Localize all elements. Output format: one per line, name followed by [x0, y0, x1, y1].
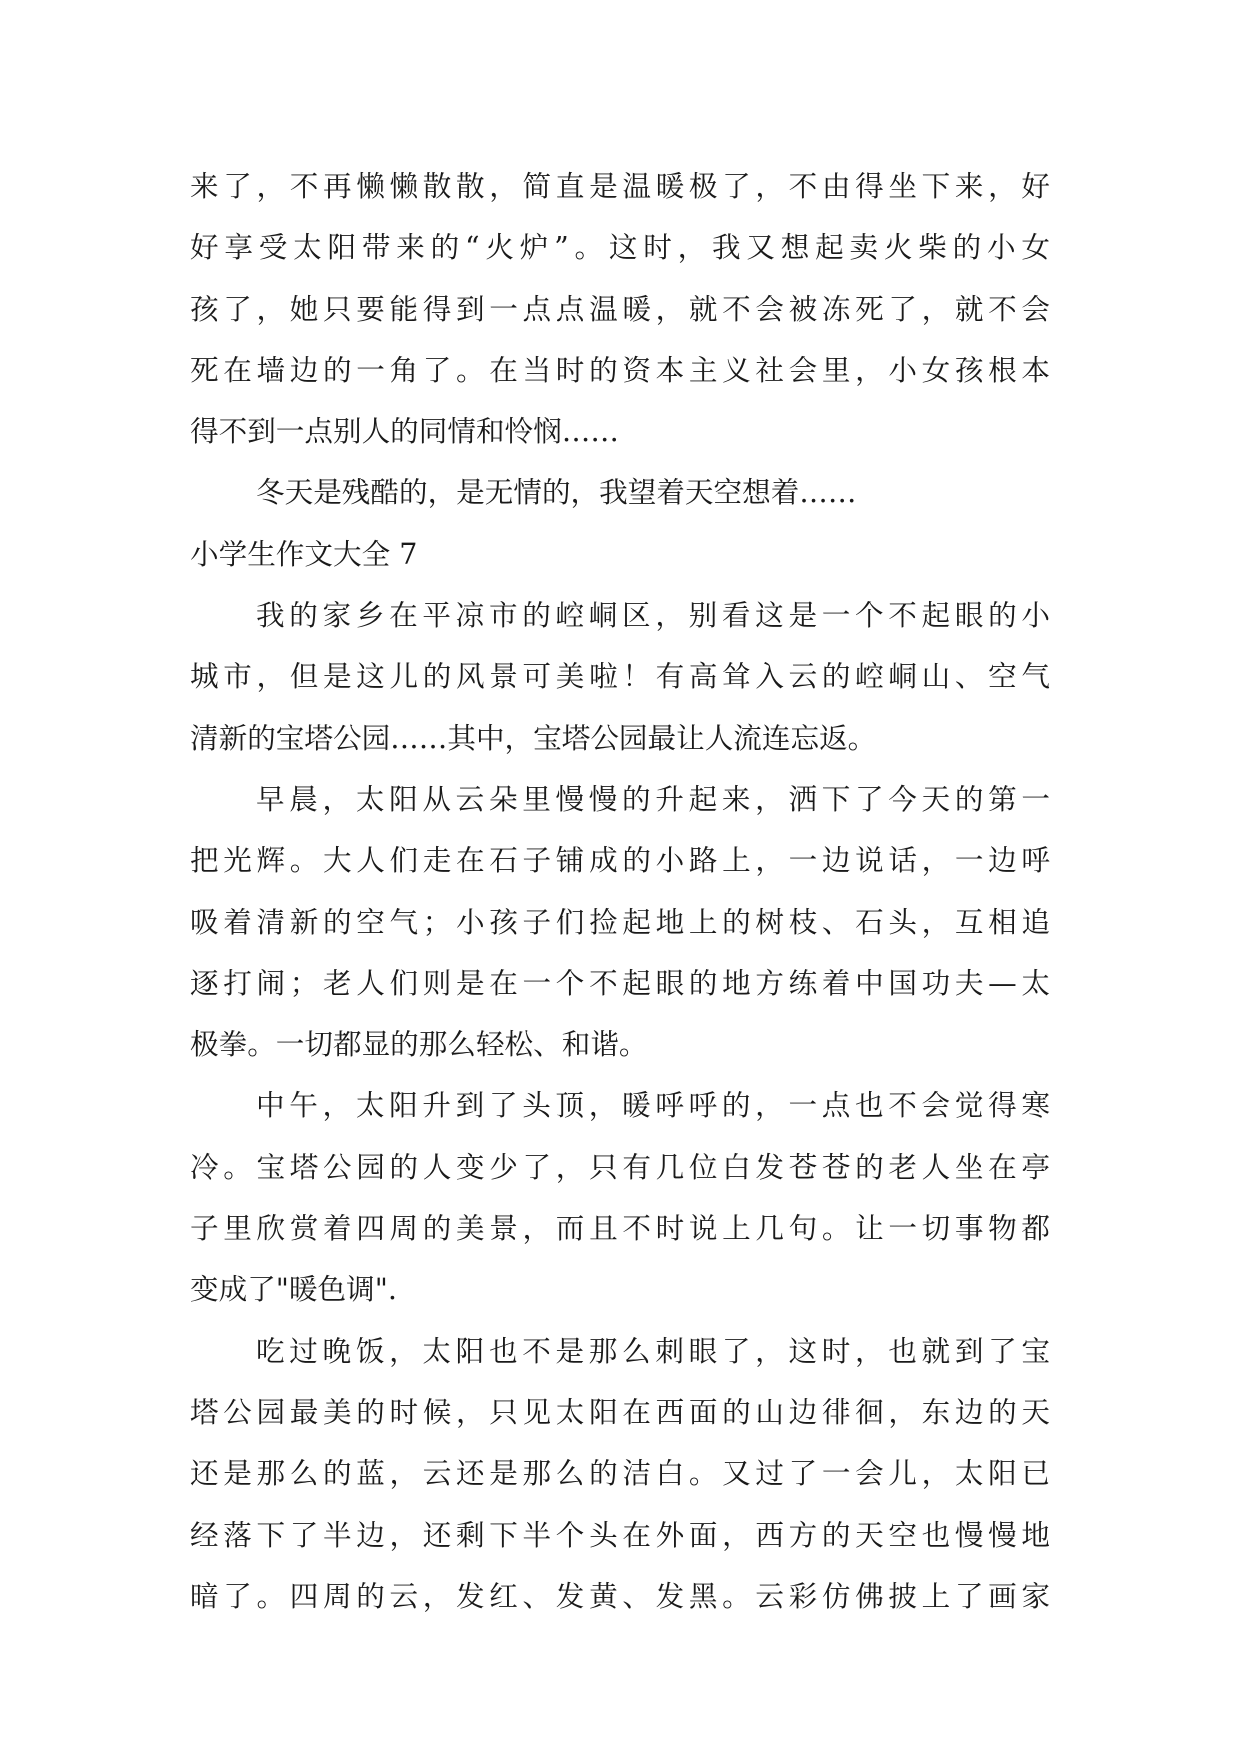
paragraph	[190, 156, 1050, 462]
paragraph	[190, 1321, 1050, 1627]
text-line: 清新的宝塔公园……其中，宝塔公园最让人流连忘返。	[190, 720, 877, 755]
text-line: 中午，太阳升到了头顶，暖呼呼的，一点也不会觉得寒	[256, 1088, 1050, 1123]
text-line: 逐打闹；老人们则是在一个不起眼的地方练着中国功夫—太	[190, 965, 1050, 1000]
text-line: 死在墙边的一角了。在当时的资本主义社会里，小女孩根本	[190, 352, 1050, 387]
text-line: 冬天是残酷的，是无情的，我望着天空想着……	[256, 475, 857, 510]
section-heading: 小学生作文大全 7	[190, 536, 418, 571]
text-line: 经落下了半边，还剩下半个头在外面，西方的天空也慢慢地	[190, 1517, 1050, 1552]
text-line: 孩了，她只要能得到一点点温暖，就不会被冻死了，就不会	[190, 291, 1050, 326]
text-line: 吃过晚饭，太阳也不是那么刺眼了，这时，也就到了宝	[256, 1333, 1050, 1368]
paragraph	[190, 462, 1050, 523]
text-line: 早晨，太阳从云朵里慢慢的升起来，洒下了今天的第一	[256, 781, 1050, 816]
text-line: 把光辉。大人们走在石子铺成的小路上，一边说话，一边呼	[190, 843, 1050, 878]
paragraph	[190, 1075, 1050, 1320]
text-line: 我的家乡在平凉市的崆峒区，别看这是一个不起眼的小	[256, 598, 1050, 633]
text-line: 得不到一点别人的同情和怜悯……	[190, 414, 619, 449]
text-line: 好享受太阳带来的“火炉”。这时，我又想起卖火柴的小女	[190, 230, 1050, 265]
text-line: 变成了"暖色调".	[190, 1272, 397, 1307]
text-line: 极拳。一切都显的那么轻松、和谐。	[190, 1027, 648, 1062]
text-line: 来了，不再懒懒散散，简直是温暖极了，不由得坐下来，好	[190, 169, 1050, 203]
text-line: 子里欣赏着四周的美景，而且不时说上几句。让一切事物都	[190, 1211, 1050, 1246]
document-page	[190, 156, 1050, 1627]
paragraph	[190, 769, 1050, 1075]
text-line: 城市，但是这儿的风景可美啦！有高耸入云的崆峒山、空气	[190, 659, 1050, 694]
text-line: 还是那么的蓝，云还是那么的洁白。又过了一会儿，太阳已	[190, 1456, 1050, 1491]
paragraph	[190, 585, 1050, 769]
text-line: 冷。宝塔公园的人变少了，只有几位白发苍苍的老人坐在亭	[190, 1149, 1050, 1184]
text-line: 塔公园最美的时候，只见太阳在西面的山边徘徊，东边的天	[190, 1394, 1050, 1429]
text-line: 暗了。四周的云，发红、发黄、发黑。云彩仿佛披上了画家	[190, 1578, 1050, 1613]
text-line: 吸着清新的空气；小孩子们捡起地上的树枝、石头，互相追	[190, 904, 1050, 939]
